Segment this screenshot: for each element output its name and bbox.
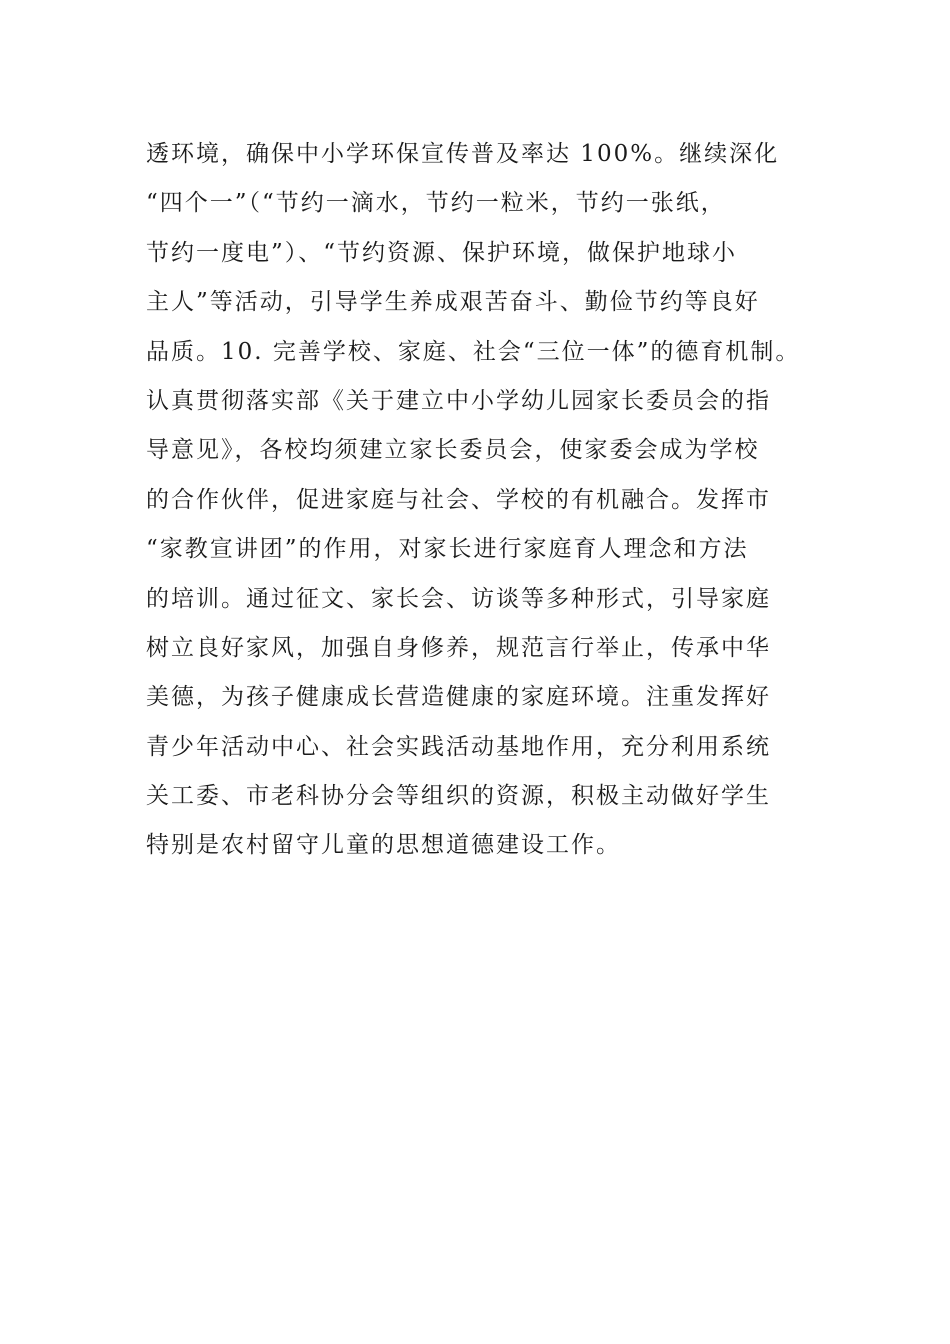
text-line-10: 的培训。通过征文、家长会、访谈等多种形式，引导家庭 <box>146 585 771 612</box>
text-line-3: 节约一度电”）、“节约资源、保护环境，做保护地球小 <box>146 239 738 266</box>
text-line-2: “四个一”（“节约一滴水，节约一粒米，节约一张纸， <box>146 190 726 217</box>
text-line-11: 树立良好家风，加强自身修养，规范言行举止，传承中华 <box>146 634 771 661</box>
text-line-6: 认真贯彻落实部《关于建立中小学幼儿园家长委员会的指 <box>146 387 771 414</box>
text-line-4: 主人”等活动，引导学生养成艰苦奋斗、勤俭节约等良好 <box>146 289 760 316</box>
body-paragraph <box>146 130 826 871</box>
text-line-15: 特别是农村留守儿童的思想道德建设工作。 <box>146 832 621 859</box>
text-line-14: 关工委、市老科协分会等组织的资源，积极主动做好学生 <box>146 783 771 810</box>
text-line-12: 美德，为孩子健康成长营造健康的家庭环境。注重发挥好 <box>146 684 771 711</box>
text-line-13: 青少年活动中心、社会实践活动基地作用，充分利用系统 <box>146 733 771 760</box>
text-line-7: 导意见》，各校均须建立家长委员会，使家委会成为学校 <box>146 437 760 464</box>
text-line-9: “家教宣讲团”的作用，对家长进行家庭育人理念和方法 <box>146 536 749 563</box>
text-line-8: 的合作伙伴，促进家庭与社会、学校的有机融合。发挥市 <box>146 486 771 513</box>
text-line-1: 透环境，确保中小学环保宣传普及率达 100%。继续深化 <box>146 141 780 167</box>
text-line-5: 品质。10. 完善学校、家庭、社会“三位一体”的德育机制。 <box>146 338 801 365</box>
